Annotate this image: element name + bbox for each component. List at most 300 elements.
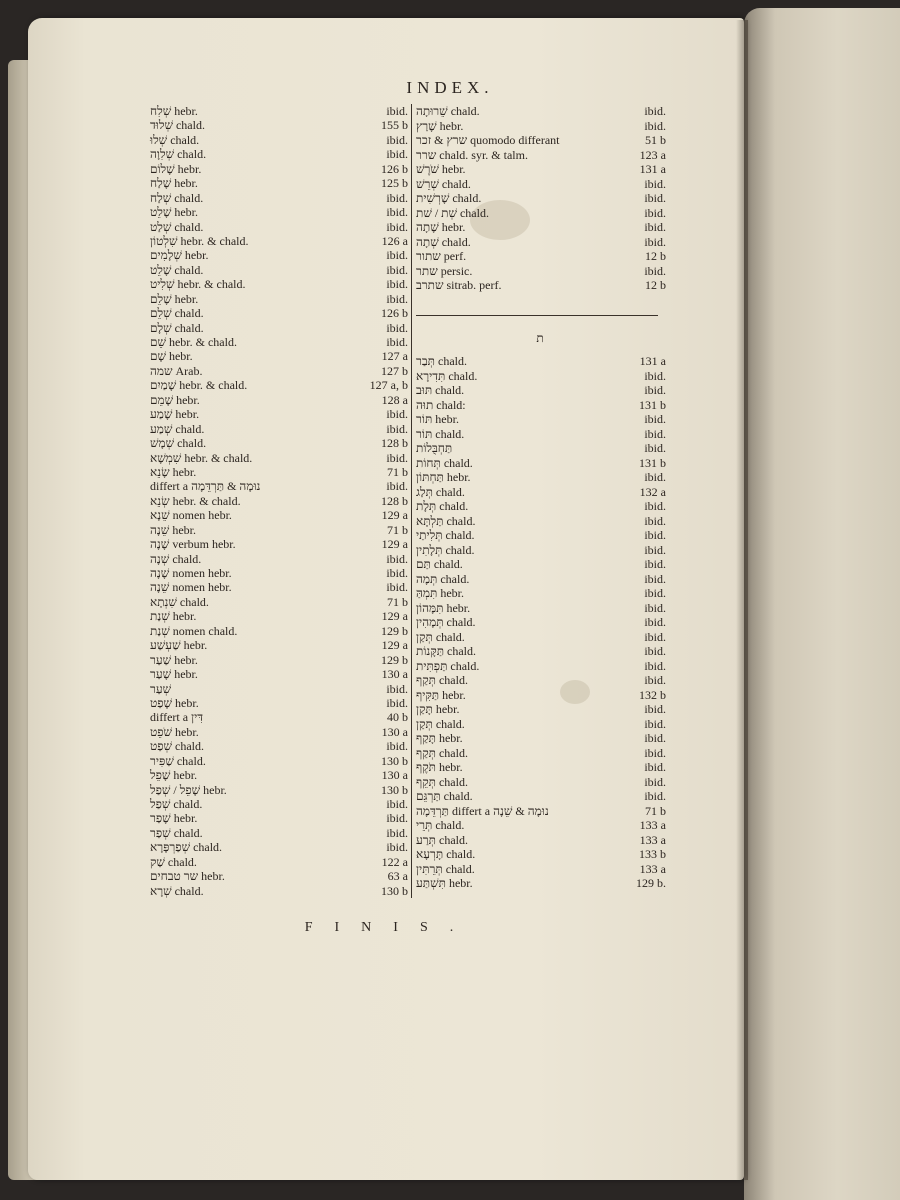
index-entry [414, 133, 664, 148]
index-term: שַׁעְשַׁע hebr. [150, 638, 208, 653]
index-page-ref: 129 a [381, 508, 408, 523]
index-page-ref: 125 b [381, 176, 408, 191]
index-term: שְׁנַת hebr. [150, 609, 197, 624]
index-page-ref: ibid. [386, 147, 408, 162]
index-entry [150, 220, 412, 234]
index-term: שְׁלֵם chald. [150, 306, 204, 321]
index-entry [414, 833, 664, 848]
index-page-ref: ibid. [386, 277, 408, 292]
index-entry [150, 321, 412, 335]
index-page-ref: ibid. [386, 479, 408, 494]
index-page-ref: ibid. [644, 441, 666, 455]
index-page-ref: ibid. [644, 104, 666, 118]
index-page-ref: ibid. [386, 739, 408, 754]
index-entry [414, 456, 664, 471]
index-term: תְּקַן chald. [416, 716, 465, 731]
index-entry [150, 465, 412, 479]
index-term: שָׁעַר hebr. [150, 667, 198, 682]
index-page-ref: ibid. [644, 513, 666, 528]
index-page-ref: ibid. [386, 219, 408, 234]
index-entry [414, 470, 664, 485]
index-page-ref: 123 a [639, 147, 666, 162]
index-term: תְּקֵף chald. [416, 774, 468, 789]
index-term: תּוֹר chald. [416, 426, 465, 441]
index-page-ref: 51 b [645, 133, 666, 147]
index-page-ref: ibid. [386, 190, 408, 205]
index-page-ref: ibid. [386, 681, 408, 696]
index-term: שר טבחים hebr. [150, 869, 225, 884]
index-page-ref: 128 b [381, 493, 408, 508]
index-page-ref: ibid. [386, 551, 408, 566]
index-term: שָׁם hebr. [150, 349, 193, 364]
index-term: תְּרַע chald. [416, 832, 469, 847]
index-entry [414, 398, 664, 413]
index-page-ref: ibid. [386, 840, 408, 855]
index-term: תְּלָת chald. [416, 499, 469, 513]
index-term: תְּמָה chald. [416, 571, 470, 586]
index-term: תְּבַר chald. [416, 354, 467, 368]
section-letter: ת [536, 331, 544, 345]
index-entry [150, 248, 412, 262]
index-page-ref: ibid. [644, 557, 666, 571]
index-page-ref: ibid. [644, 234, 666, 249]
index-entry [414, 543, 664, 558]
index-page-ref: 132 a [639, 484, 666, 499]
index-page-ref: ibid. [644, 499, 666, 513]
index-entry [414, 847, 664, 862]
index-term: תַּלְתָּא chald. [416, 513, 476, 528]
index-entry [150, 840, 412, 854]
index-entry [414, 615, 664, 630]
index-entry [414, 746, 664, 761]
index-entry [150, 566, 412, 580]
index-entry [414, 644, 664, 659]
section-rule [416, 315, 658, 316]
index-entry [414, 249, 664, 264]
index-entry [150, 147, 412, 161]
index-entry [414, 162, 664, 177]
index-term: תְּקַן chald. [416, 629, 465, 644]
index-page-ref: 129 a [381, 609, 408, 624]
index-term: שֵׁם hebr. & chald. [150, 335, 237, 349]
index-entry [150, 710, 412, 724]
index-term: שָׁלוֹם hebr. [150, 161, 202, 176]
index-term: differt a נוּמָה & תַּרְדֵּמָה [150, 479, 261, 494]
index-term: תְּרֵתִּין chald. [416, 861, 475, 876]
index-entry [150, 205, 412, 219]
index-page-ref: 131 b [639, 397, 666, 412]
index-entry [414, 383, 664, 398]
index-term: תְּקַף chald. [416, 673, 468, 687]
index-column-left [150, 104, 412, 898]
index-page-ref: 71 b [387, 594, 408, 609]
index-page-ref: ibid. [644, 658, 666, 673]
index-term: תַּרְדֵּמָה differt a נוּמָה & שֵׁנָה [416, 803, 549, 818]
index-entry [414, 760, 664, 775]
index-page-ref: 127 a, b [369, 378, 408, 393]
index-entry [414, 119, 664, 134]
index-entry [414, 278, 664, 293]
index-page-ref: 133 a [639, 861, 666, 876]
index-page-ref: 122 a [381, 854, 408, 869]
index-entry [414, 862, 664, 877]
index-term: שָׁמֵם hebr. [150, 392, 200, 407]
index-page-ref: ibid. [644, 412, 666, 426]
index-term: תּוֹר hebr. [416, 412, 459, 426]
index-term: תְּרֵי chald. [416, 818, 465, 832]
index-term: שֹׁרֶשׁ hebr. [416, 162, 466, 176]
index-entry [150, 378, 412, 392]
index-entry [414, 673, 664, 688]
index-entry [150, 335, 412, 349]
index-entry [150, 234, 412, 248]
index-entry [414, 601, 664, 616]
index-term: שָׁמַע hebr. [150, 407, 200, 422]
index-term: שַׁפִּיר chald. [150, 753, 206, 768]
index-page-ref: 129 a [381, 537, 408, 552]
index-term: שֵׁנָא nomen hebr. [150, 508, 232, 523]
index-entry [414, 717, 664, 732]
index-entry [150, 393, 412, 407]
index-term: שְׁלִח hebr. [150, 104, 198, 118]
index-page-ref: ibid. [386, 407, 408, 422]
index-term: שַׁק chald. [150, 854, 197, 869]
index-term: שֵׁרוּתָה chald. [416, 104, 480, 118]
index-page-ref: ibid. [386, 262, 408, 277]
index-page-ref: ibid. [644, 220, 666, 234]
index-term: שתור perf. [416, 249, 467, 263]
index-entry [150, 638, 412, 652]
index-entry [150, 653, 412, 667]
index-entry [150, 884, 412, 898]
index-entry [150, 133, 412, 147]
index-term: שָׁפֵל / שְׁפַל hebr. [150, 782, 227, 797]
index-entry [414, 148, 664, 163]
index-page-ref: 126 b [381, 306, 408, 321]
index-page-ref: ibid. [386, 825, 408, 840]
index-entry [150, 811, 412, 825]
index-page-ref: 155 b [381, 118, 408, 133]
index-term: שְׁלַט chald. [150, 219, 204, 234]
index-entry [414, 804, 664, 819]
index-entry [150, 826, 412, 840]
index-page-ref: ibid. [644, 702, 666, 716]
index-term: שָׁנָה verbum hebr. [150, 537, 236, 552]
index-page-ref: 130 b [381, 883, 408, 898]
index-term: תּוּב chald. [416, 383, 465, 397]
index-term: שְׁנַת nomen chald. [150, 623, 238, 638]
index-entry [150, 797, 412, 811]
index-term: שְׁמָשׁ chald. [150, 436, 207, 451]
index-term: שְׁת / שׁת chald. [416, 205, 489, 220]
index-page-ref: ibid. [644, 629, 666, 644]
index-entry [150, 422, 412, 436]
index-term: תְּלִיתַי chald. [416, 528, 475, 542]
index-term: שְׁלִוָה chald. [150, 147, 207, 162]
index-entry [150, 494, 412, 508]
index-page-ref: 12 b [645, 249, 666, 263]
index-page-ref: ibid. [644, 470, 666, 484]
index-page-ref: ibid. [644, 426, 666, 441]
index-term: שְׁלָמִים hebr. [150, 248, 209, 263]
index-term: שָׁתָה hebr. [416, 220, 466, 234]
index-page-ref: ibid. [644, 542, 666, 557]
index-term: תֹּקֶף hebr. [416, 760, 463, 774]
index-page-ref: ibid. [644, 368, 666, 383]
index-page-ref: ibid. [644, 571, 666, 586]
index-term: שִׁמְשָׁא hebr. & chald. [150, 450, 253, 465]
index-entry [150, 191, 412, 205]
index-term: שָׁלֵט hebr. [150, 205, 199, 220]
index-entry [150, 537, 412, 551]
index-page-ref: ibid. [644, 716, 666, 731]
index-page-ref: 126 b [381, 161, 408, 176]
index-term: שְׁלוּד chald. [150, 118, 205, 133]
index-page-ref: ibid. [386, 291, 408, 306]
index-term: שְׁפַרְפָּרָא chald. [150, 840, 223, 855]
index-term: שרר chald. syr. & talm. [416, 147, 528, 162]
index-page-ref: 127 b [381, 363, 408, 378]
index-term: שֹׁפֵט hebr. [150, 724, 199, 739]
index-term: שָׁרְשִׁית chald. [416, 191, 482, 205]
index-page-ref: 126 a [381, 233, 408, 248]
index-term: שֵׁנָה hebr. [150, 522, 196, 537]
index-entry [414, 775, 664, 790]
index-term: תַּחְתּוֹן hebr. [416, 470, 471, 484]
index-term: שָׁלַח hebr. [150, 176, 198, 191]
index-term: תָּרְעָא chald. [416, 847, 476, 861]
index-entry [150, 609, 412, 623]
index-column-right-top [414, 104, 664, 293]
index-entry [150, 768, 412, 782]
index-entry [414, 499, 664, 514]
index-term: שְׁרָא chald. [150, 883, 204, 898]
page-heading: INDEX. [406, 78, 494, 97]
index-page-ref: 130 a [381, 667, 408, 682]
index-entry [150, 682, 412, 696]
index-page-ref: 71 b [645, 803, 666, 818]
index-page-ref: ibid. [644, 760, 666, 774]
index-entry [150, 552, 412, 566]
index-page-ref: ibid. [386, 797, 408, 811]
index-entry [414, 412, 664, 427]
index-term: שְׁרֵשׁ chald. [416, 176, 471, 191]
index-term: שָׁפַר hebr. [150, 811, 198, 826]
index-entry [150, 580, 412, 594]
index-entry [150, 754, 412, 768]
index-term: שְׁתָה chald. [416, 234, 471, 249]
index-page-ref: ibid. [386, 566, 408, 580]
index-page-ref: ibid. [386, 104, 408, 118]
index-term: שְׁפַר chald. [150, 825, 203, 840]
index-term: תִּשְׁתַּע hebr. [416, 876, 473, 890]
index-entry [150, 292, 412, 306]
index-entry [150, 407, 412, 421]
index-term: תְּחוֹת chald. [416, 455, 473, 470]
index-page-ref: ibid. [386, 320, 408, 335]
index-page-ref: 132 b [639, 687, 666, 702]
index-term: שְׁנָה chald. [150, 551, 202, 566]
facing-page [744, 8, 900, 1200]
index-page-ref: ibid. [386, 248, 408, 263]
index-page-ref: ibid. [386, 695, 408, 710]
index-term: תְּלַג chald. [416, 484, 465, 499]
index-entry [150, 595, 412, 609]
index-term: תַּקִּיף hebr. [416, 687, 466, 702]
index-term: תְּמָהִין chald. [416, 615, 476, 629]
index-entry [414, 586, 664, 601]
index-page-ref: ibid. [386, 205, 408, 220]
index-page-ref: ibid. [386, 132, 408, 147]
index-column-right-bottom [414, 354, 664, 891]
index-entry [150, 479, 412, 493]
index-page-ref: ibid. [386, 335, 408, 349]
index-page-ref: 129 b [381, 623, 408, 638]
index-term: differt a דִּין [150, 710, 204, 725]
index-page-ref: 130 a [381, 768, 408, 783]
index-term: שָׁפֵל hebr. [150, 768, 198, 783]
index-term: שָׁנָה nomen hebr. [150, 566, 232, 580]
index-term: שתרב sitrab. perf. [416, 278, 502, 292]
index-term: תְּקַף chald. [416, 745, 468, 760]
index-term: שְׁעַר [150, 681, 172, 696]
index-entry [414, 572, 664, 587]
index-page-ref: ibid. [644, 673, 666, 687]
index-entry [414, 485, 664, 500]
index-entry [414, 104, 664, 119]
index-entry [414, 264, 664, 279]
index-page-ref: 129 a [381, 638, 408, 653]
index-entry [414, 818, 664, 833]
index-term: שָׁרַץ hebr. [416, 118, 464, 133]
index-page-ref: ibid. [644, 528, 666, 542]
index-page-ref: ibid. [386, 811, 408, 826]
index-page-ref: ibid. [644, 118, 666, 133]
index-entry [414, 369, 664, 384]
index-entry [150, 696, 412, 710]
index-term: תִּדִירָא chald. [416, 368, 478, 383]
index-entry [150, 436, 412, 450]
index-page-ref: ibid. [644, 600, 666, 615]
index-term: שְׁמַע chald. [150, 421, 205, 436]
index-entry [414, 876, 664, 891]
page-gutter-shadow [736, 20, 748, 1180]
index-term: שָׁמַיִם hebr. & chald. [150, 378, 248, 393]
index-term: תוּה chald: [416, 397, 466, 412]
index-page-ref: 130 a [381, 724, 408, 739]
index-term: שָׂנֵא hebr. [150, 464, 197, 479]
index-page-ref: 40 b [387, 710, 408, 725]
index-page-ref: ibid. [644, 586, 666, 600]
index-page-ref: ibid. [644, 383, 666, 397]
finis-footer: FINIS. [304, 920, 476, 935]
index-page-ref: 130 b [381, 782, 408, 797]
index-entry [414, 177, 664, 192]
index-term: תִּמְהַּ hebr. [416, 586, 465, 600]
index-page-ref: 133 a [639, 832, 666, 847]
index-entry [150, 364, 412, 378]
index-entry [150, 263, 412, 277]
index-page-ref: 12 b [645, 278, 666, 292]
index-term: שֵׁנָה nomen hebr. [150, 580, 232, 595]
index-page-ref: 71 b [387, 464, 408, 479]
index-term: שָׁלֵט chald. [150, 262, 204, 277]
index-term: שִׁנְתָא chald. [150, 594, 209, 609]
index-page-ref: ibid. [644, 176, 666, 191]
index-term: שָׁלֵם hebr. [150, 291, 199, 306]
index-entry [414, 789, 664, 804]
index-term: תַּקָּנוֹת chald. [416, 644, 477, 658]
index-page-ref: ibid. [386, 450, 408, 465]
index-term: תַּם chald. [416, 557, 463, 571]
index-term: שְׁלַח chald. [150, 190, 204, 205]
index-term: תַּחְבֻּלוֹת [416, 441, 453, 455]
index-entry [414, 630, 664, 645]
index-entry [150, 869, 412, 883]
index-entry [414, 659, 664, 674]
index-term: שְׁפַל chald. [150, 797, 203, 811]
index-page-ref: ibid. [644, 263, 666, 278]
index-term: שְׁלִיט hebr. & chald. [150, 277, 246, 292]
index-entry [414, 427, 664, 442]
index-term: שַׁעַר hebr. [150, 652, 198, 667]
index-term: שְׁלוּ chald. [150, 132, 200, 147]
index-page-ref: 131 b [639, 455, 666, 470]
index-page-ref: ibid. [644, 789, 666, 803]
index-page-ref: ibid. [386, 580, 408, 595]
index-page-ref: 127 a [381, 349, 408, 364]
index-page-ref: 131 a [639, 162, 666, 176]
index-entry [414, 441, 664, 456]
index-entry [150, 783, 412, 797]
index-entry [414, 191, 664, 206]
index-term: שָׁפַט hebr. [150, 695, 199, 710]
index-page-ref: 71 b [387, 522, 408, 537]
index-entry [150, 349, 412, 363]
index-entry [150, 277, 412, 291]
index-term: תָּקַן hebr. [416, 702, 460, 716]
index-entry [414, 235, 664, 250]
index-page-ref: ibid. [644, 774, 666, 789]
index-term: שְׂנֵא hebr. & chald. [150, 493, 241, 508]
index-entry [414, 528, 664, 543]
index-page-ref: 130 b [381, 753, 408, 768]
index-entry [414, 354, 664, 369]
index-entry [150, 104, 412, 118]
index-entry [150, 624, 412, 638]
index-page-ref: 129 b. [636, 876, 666, 890]
index-entry [150, 508, 412, 522]
index-term: שִׁלְטוֹן hebr. & chald. [150, 233, 249, 248]
index-page-ref: ibid. [644, 615, 666, 629]
index-entry [150, 306, 412, 320]
index-term: תְּלָתִין chald. [416, 542, 475, 557]
index-entry [150, 855, 412, 869]
index-page-ref: ibid. [644, 745, 666, 760]
index-page-ref: 128 a [381, 392, 408, 407]
index-entry [414, 731, 664, 746]
index-page-ref: ibid. [644, 731, 666, 745]
index-page-ref: ibid. [644, 205, 666, 220]
index-term: שרץ & זכר quomodo differant [416, 133, 560, 147]
index-term: תַּרְגֵּם chald. [416, 789, 473, 803]
index-page-ref: 131 a [639, 354, 666, 368]
index-page-ref: 128 b [381, 436, 408, 451]
index-entry [414, 220, 664, 235]
index-term: שְׁפַט chald. [150, 739, 205, 754]
index-page-ref: ibid. [386, 421, 408, 436]
index-entry [150, 667, 412, 681]
